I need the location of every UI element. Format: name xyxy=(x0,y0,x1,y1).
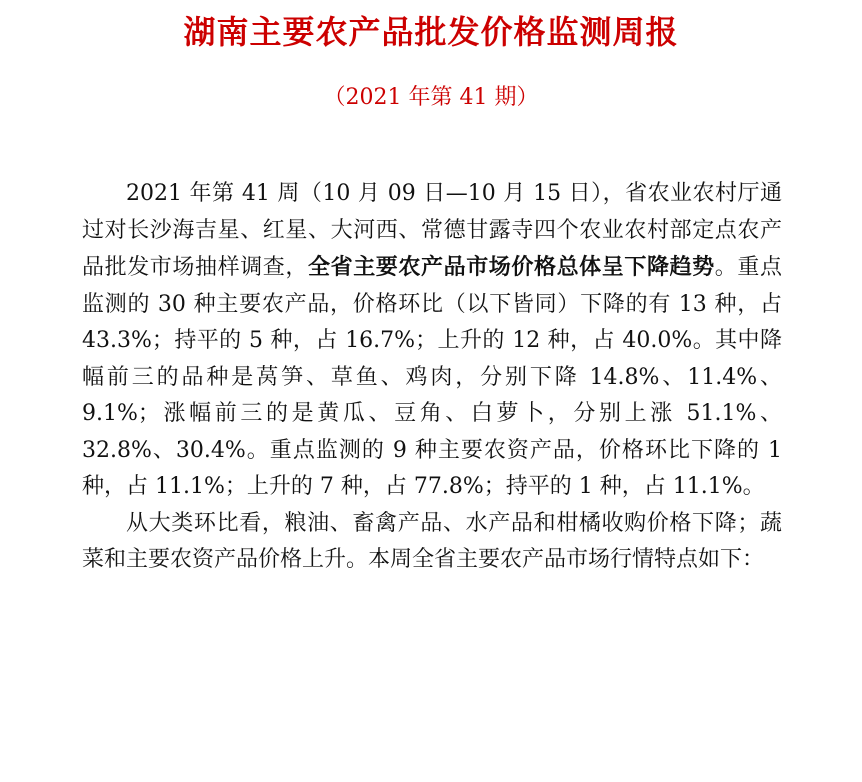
summary-text-after: 。重点监测的 30 种主要农产品，价格环比（以下皆同）下降的有 13 种，占 43.3%；持平的 5 种，占 16.7%；上升的 12 种，占 40.0%。其中降幅前三的品种是莴笋、草鱼、鸡肉，分别下降 14.8%、11.4%、9.1%；涨幅前三的是黄瓜、豆角、白萝卜，分别上涨 51.1%、32.8%、30.4%。重点监测的 9 种主要农资产品，价格环比下降的 1 种，占 11.1%；上升的 7 种，占 77.8%；持平的 1 种，占 11.1%。 xyxy=(82,255,782,499)
paragraph-summary xyxy=(82,176,782,506)
summary-text-before: 2021 年第 41 周（10 月 09 日—10 月 15 日），省农业农村厅通过对长沙海吉星、红星、大河西、常德甘露寺四个农业农村部定点农产品批发市场抽样调查， xyxy=(82,181,782,280)
report-body xyxy=(82,176,782,579)
summary-bold-conclusion: 全省主要农产品市场价格总体呈下降趋势 xyxy=(308,254,715,280)
paragraph-category-overview: 从大类环比看，粮油、畜禽产品、水产品和柑橘收购价格下降；蔬菜和主要农资产品价格上升。本周全省主要农产品市场行情特点如下： xyxy=(82,510,782,572)
issue-number: （2021 年第 41 期） xyxy=(323,85,539,110)
report-title: 湖南主要农产品批发价格监测周报 xyxy=(183,13,679,51)
